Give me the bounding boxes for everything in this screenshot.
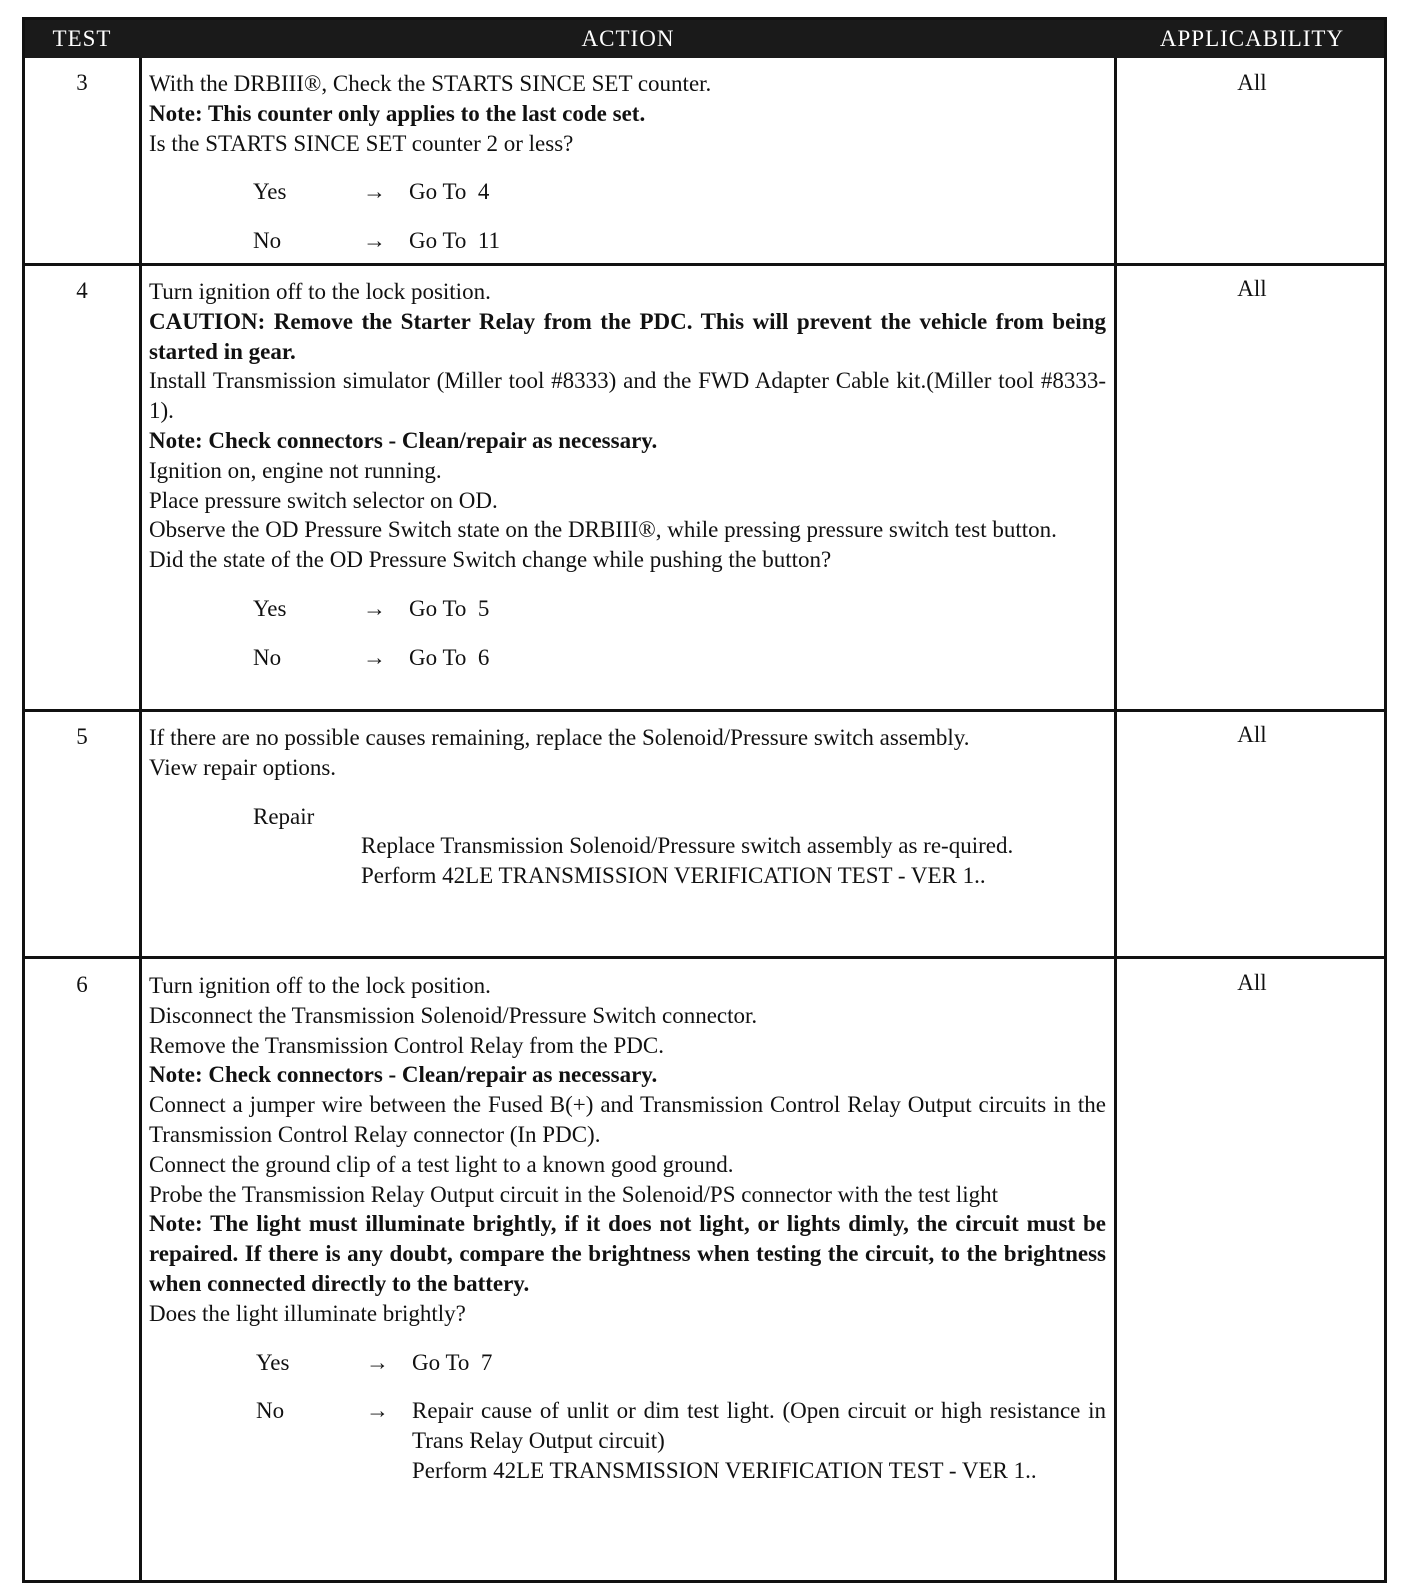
- arrow-icon: →: [363, 644, 386, 670]
- action-line: With the DRBIII®, Check the STARTS SINCE SET counter.: [149, 71, 712, 96]
- arrow-icon: →: [366, 1398, 389, 1424]
- note-line: Note: This counter only applies to the last code set.: [149, 100, 646, 126]
- action-line: Does the light illuminate brightly?: [149, 1300, 466, 1326]
- header-action: ACTION: [581, 26, 675, 51]
- row-divider: [25, 956, 1384, 959]
- action-line: Turn ignition off to the lock position.: [149, 279, 491, 304]
- applicability-value: All: [1237, 970, 1267, 995]
- yes-branch: [149, 1348, 1106, 1378]
- action-line: Place pressure switch selector on OD.: [149, 487, 498, 513]
- action-cell: [149, 723, 1106, 891]
- branch-label: Yes: [253, 179, 287, 205]
- goto-link[interactable]: Go To 4: [409, 179, 490, 205]
- note-line: Note: Check connectors - Clean/repair as necessary.: [149, 427, 658, 453]
- test-number: 5: [76, 724, 88, 749]
- arrow-icon: →: [363, 595, 386, 621]
- action-line: Probe the Transmission Relay Output circuit in the Solenoid/PS connector with the test light: [149, 1181, 999, 1207]
- test-number: 4: [76, 278, 88, 303]
- action-line: View repair options.: [149, 754, 337, 780]
- column-divider: [139, 58, 142, 1580]
- repair-step[interactable]: Perform 42LE TRANSMISSION VERIFICATION TEST - VER 1..: [361, 863, 986, 889]
- repair-options: [149, 831, 1106, 891]
- test-number: 6: [76, 972, 88, 997]
- repair-instructions: [412, 1396, 1106, 1485]
- repair-label: Repair: [253, 803, 315, 829]
- caution-line: CAUTION: Remove the Starter Relay from the PDC. This will prevent the vehicle from being started in gear.: [149, 308, 1106, 364]
- repair-step: Replace Transmission Solenoid/Pressure switch assembly as re-quired.: [361, 833, 1014, 859]
- action-line: Install Transmission simulator (Miller tool #8333) and the FWD Adapter Cable kit.(Miller tool #8333-1).: [149, 368, 1106, 424]
- no-branch: [149, 1396, 1106, 1485]
- note-line: Note: The light must illuminate brightly, if it does not light, or lights dimly, the circuit must be repaired. If there is any doubt, compare the brightness when testing the circuit, to the brightness when connected directly to the battery.: [149, 1211, 1106, 1296]
- goto-link[interactable]: Go To 6: [409, 644, 490, 670]
- action-cell: [149, 971, 1106, 1486]
- diagnostic-table: [22, 17, 1387, 1583]
- action-line: Did the state of the OD Pressure Switch change while pushing the button?: [149, 547, 832, 573]
- action-cell: [149, 277, 1106, 673]
- action-line: Ignition on, engine not running.: [149, 457, 442, 483]
- test-number: 3: [76, 70, 88, 95]
- table-header: [25, 20, 1384, 58]
- repair-step: Repair cause of unlit or dim test light. (Open circuit or high resistance in Trans Relay Output circuit): [412, 1398, 1106, 1454]
- yes-branch: [149, 177, 1106, 207]
- header-test: TEST: [52, 26, 112, 51]
- row-divider: [25, 709, 1384, 712]
- repair-step[interactable]: Perform 42LE TRANSMISSION VERIFICATION TEST - VER 1..: [412, 1457, 1037, 1483]
- action-line: If there are no possible causes remaining, replace the Solenoid/Pressure switch assembly.: [149, 725, 970, 750]
- yes-branch: [149, 594, 1106, 624]
- action-line: Connect the ground clip of a test light to a known good ground.: [149, 1151, 734, 1177]
- action-cell: [149, 69, 1106, 256]
- arrow-icon: →: [366, 1349, 389, 1375]
- action-line: Remove the Transmission Control Relay from the PDC.: [149, 1032, 664, 1058]
- goto-link[interactable]: Go To 5: [409, 595, 490, 621]
- action-line: Turn ignition off to the lock position.: [149, 973, 491, 998]
- branch-label: Yes: [253, 595, 287, 621]
- action-line: Observe the OD Pressure Switch state on the DRBIII®, while pressing pressure switch test button.: [149, 517, 1057, 543]
- applicability-value: All: [1237, 276, 1267, 301]
- branch-label: No: [253, 228, 282, 254]
- branch-label: Yes: [256, 1349, 290, 1375]
- branch-label: No: [253, 644, 282, 670]
- row-divider: [25, 263, 1384, 266]
- branch-label: No: [256, 1398, 285, 1424]
- goto-link[interactable]: Go To 7: [412, 1349, 493, 1375]
- no-branch: [149, 643, 1106, 673]
- note-line: Note: Check connectors - Clean/repair as necessary.: [149, 1062, 658, 1088]
- action-line: Connect a jumper wire between the Fused B(+) and Transmission Control Relay Output circuits in the Transmission Control Relay connector (In PDC).: [149, 1092, 1106, 1147]
- arrow-icon: →: [363, 179, 386, 205]
- no-branch: [149, 226, 1106, 256]
- applicability-value: All: [1237, 70, 1267, 95]
- action-line: Is the STARTS SINCE SET counter 2 or less?: [149, 130, 574, 156]
- goto-link[interactable]: Go To 11: [409, 228, 501, 254]
- action-line: Disconnect the Transmission Solenoid/Pressure Switch connector.: [149, 1002, 758, 1028]
- applicability-value: All: [1237, 722, 1267, 747]
- arrow-icon: →: [363, 228, 386, 254]
- header-applicability: APPLICABILITY: [1159, 26, 1345, 51]
